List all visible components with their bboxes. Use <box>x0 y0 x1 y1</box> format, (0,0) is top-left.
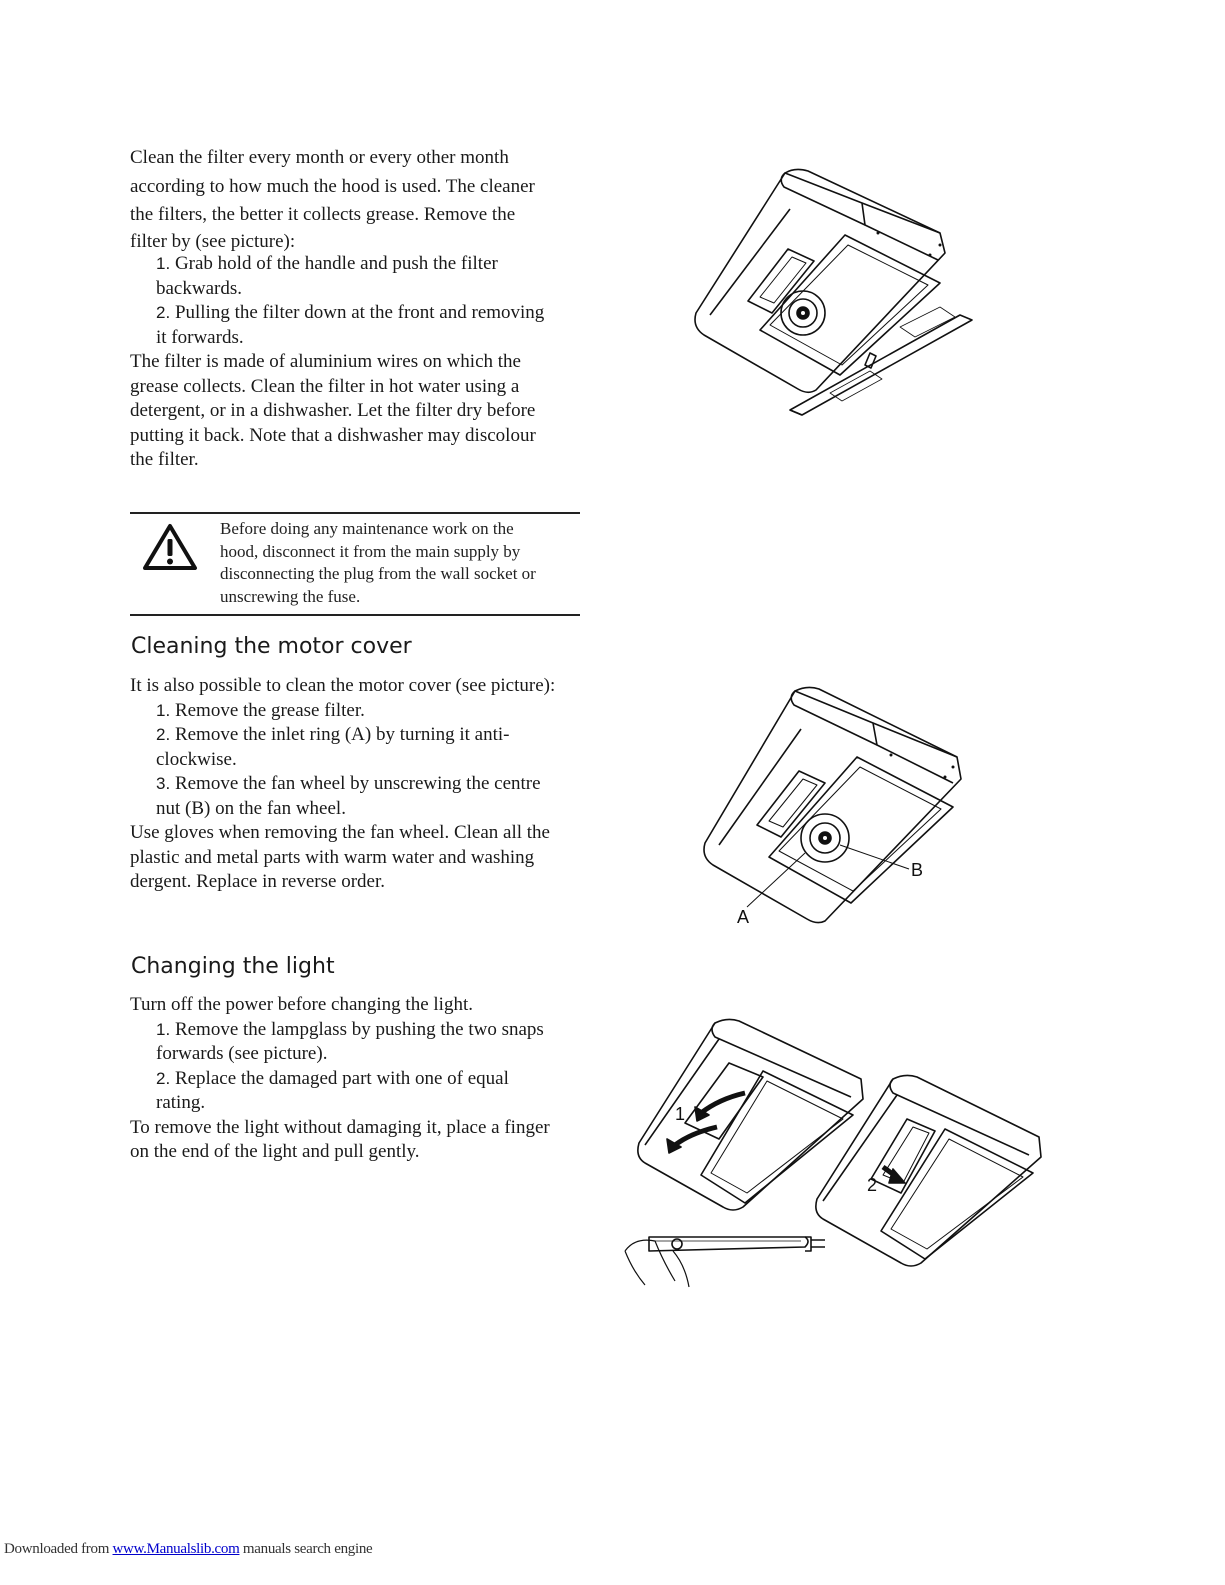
step-continuation: forwards (see picture). <box>156 1043 328 1064</box>
text-line: Turn off the power before changing the light. <box>130 994 473 1015</box>
filter-intro <box>130 144 590 254</box>
motor-instructions <box>130 674 600 895</box>
step-number: 1. <box>156 1019 171 1039</box>
step-item <box>130 1018 600 1043</box>
text-line: according to how much the hood is used. The cleaner <box>130 175 535 197</box>
step-text: Grab hold of the handle and push the filter <box>170 253 498 274</box>
text-line: Clean the filter every month or every other month <box>130 147 509 168</box>
step-text: Remove the lampglass by pushing the two snaps <box>170 1018 544 1040</box>
step-item <box>130 699 600 724</box>
text-line: It is also possible to clean the motor cover (see picture): <box>130 675 556 696</box>
footer-suffix: manuals search engine <box>239 1541 373 1557</box>
step-text: Replace the damaged part with one of equal <box>170 1067 509 1089</box>
warning-box <box>130 512 580 616</box>
text-line: putting it back. Note that a dishwasher may discolour <box>130 424 536 446</box>
step-number: 2. <box>156 1068 171 1088</box>
warning-text <box>220 518 580 608</box>
text-line: grease collects. Clean the filter in hot water using a <box>130 375 520 397</box>
step-item <box>130 252 590 277</box>
step-number: 2. <box>156 303 171 322</box>
motor-cover-illustration <box>695 685 985 930</box>
figure-label-2: 2 <box>867 1175 878 1195</box>
step-text: Remove the fan wheel by unscrewing the centre <box>170 773 541 794</box>
warning-triangle-icon <box>142 522 198 572</box>
text-line: the filter. <box>130 449 199 470</box>
step-number: 1. <box>156 700 171 720</box>
text-line: Use gloves when removing the fan wheel. Clean all the <box>130 822 550 843</box>
filter-steps <box>130 252 590 473</box>
step-continuation: rating. <box>156 1092 206 1113</box>
text-line: filter by (see picture): <box>130 230 296 252</box>
step-continuation: backwards. <box>156 277 242 299</box>
step-number: 3. <box>156 774 171 793</box>
text-line: plastic and metal parts with warm water and washing <box>130 846 535 868</box>
figure-label-1: 1 <box>675 1104 686 1124</box>
text-line: unscrewing the fuse. <box>220 586 361 606</box>
figure-label-a: A <box>737 907 750 927</box>
light-changing-illustration <box>615 1015 1055 1295</box>
section-heading-changing-light: Changing the light <box>131 954 335 979</box>
step-item <box>130 1067 600 1092</box>
step-item <box>130 301 590 326</box>
step-text: Pulling the filter down at the front and removing <box>170 302 545 323</box>
footer-prefix: Downloaded from <box>4 1541 113 1557</box>
step-continuation: it forwards. <box>156 326 244 348</box>
text-line: Before doing any maintenance work on the <box>220 519 514 538</box>
light-instructions <box>130 993 600 1165</box>
step-text: Remove the grease filter. <box>170 699 365 721</box>
manualslib-link[interactable]: www.Manualslib.com <box>112 1541 240 1557</box>
step-number: 1. <box>156 254 171 273</box>
step-item <box>130 772 600 797</box>
text-line: the filters, the better it collects grease. Remove the <box>130 204 516 225</box>
step-text: Remove the inlet ring (A) by turning it anti- <box>170 724 510 745</box>
text-line: disconnecting the plug from the wall socket or <box>220 564 536 583</box>
text-line: The filter is made of aluminium wires on which the <box>130 351 521 372</box>
hood-filter-removal-illustration <box>690 165 980 425</box>
text-line: dergent. Replace in reverse order. <box>130 871 385 892</box>
section-heading-motor-cover: Cleaning the motor cover <box>131 634 412 659</box>
step-continuation: nut (B) on the fan wheel. <box>156 797 346 819</box>
step-item <box>130 723 600 748</box>
download-footer <box>4 1541 372 1558</box>
text-line: on the end of the light and pull gently. <box>130 1141 420 1162</box>
step-number: 2. <box>156 725 171 744</box>
figure-label-b: B <box>911 860 924 880</box>
text-line: detergent, or in a dishwasher. Let the filter dry before <box>130 400 536 421</box>
text-line: hood, disconnect it from the main supply by <box>220 541 521 561</box>
text-line: To remove the light without damaging it, place a finger <box>130 1116 550 1138</box>
step-continuation: clockwise. <box>156 748 237 770</box>
